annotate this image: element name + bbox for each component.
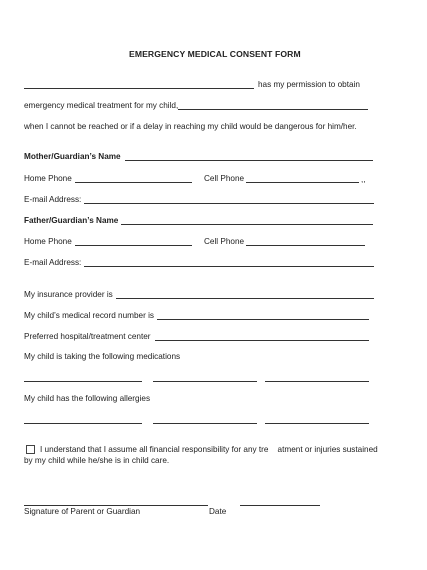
allergy-field-1[interactable] [24,423,142,424]
hospital-label: Preferred hospital/treatment center [24,332,151,341]
child-name-field[interactable] [178,109,368,110]
consent-text-line1: I understand that I assume all financial responsibility for any tre atment or injuries sustained [40,445,378,454]
mother-cell-trailing: ,, [361,175,366,184]
allergy-field-3[interactable] [265,423,369,424]
medication-field-3[interactable] [265,381,369,382]
mother-email-field[interactable] [84,203,374,204]
record-number-label: My child’s medical record number is [24,311,154,320]
record-number-field[interactable] [157,319,369,320]
allergies-label: My child has the following allergies [24,394,151,403]
mother-name-field[interactable] [125,160,373,161]
medication-field-2[interactable] [153,381,257,382]
hospital-field[interactable] [155,340,369,341]
mother-home-phone-field[interactable] [75,182,192,183]
father-home-phone-label: Home Phone [24,237,72,246]
date-field[interactable] [240,505,320,506]
medication-field-1[interactable] [24,381,142,382]
consent-checkbox[interactable] [26,445,35,454]
allergy-field-2[interactable] [153,423,257,424]
insurance-label: My insurance provider is [24,290,113,299]
consent-text-line2: by my child while he/she is in child care. [24,456,170,465]
mother-home-phone-label: Home Phone [24,174,72,183]
father-name-label: Father/Guardian’s Name [24,216,119,225]
father-cell-phone-label: Cell Phone [204,237,245,246]
mother-name-label: Mother/Guardian’s Name [24,152,121,161]
father-email-field[interactable] [84,266,374,267]
signature-field[interactable] [24,505,208,506]
mother-cell-phone-label: Cell Phone [204,174,245,183]
father-email-label: E-mail Address: [24,258,82,267]
form-title: EMERGENCY MEDICAL CONSENT FORM [129,49,301,59]
father-name-field[interactable] [121,224,373,225]
reach-text: when I cannot be reached or if a delay in reaching my child would be dangerous for him/her. [24,122,357,131]
guardian-name-field[interactable] [24,88,254,89]
mother-cell-phone-field[interactable] [246,182,359,183]
insurance-field[interactable] [116,298,374,299]
mother-email-label: E-mail Address: [24,195,82,204]
permission-text: has my permission to obtain [258,80,360,89]
father-cell-phone-field[interactable] [246,245,365,246]
date-label: Date [209,507,227,516]
signature-label: Signature of Parent or Guardian [24,507,141,516]
medications-label: My child is taking the following medications [24,352,181,361]
treatment-text: emergency medical treatment for my child, [24,101,179,110]
father-home-phone-field[interactable] [75,245,192,246]
